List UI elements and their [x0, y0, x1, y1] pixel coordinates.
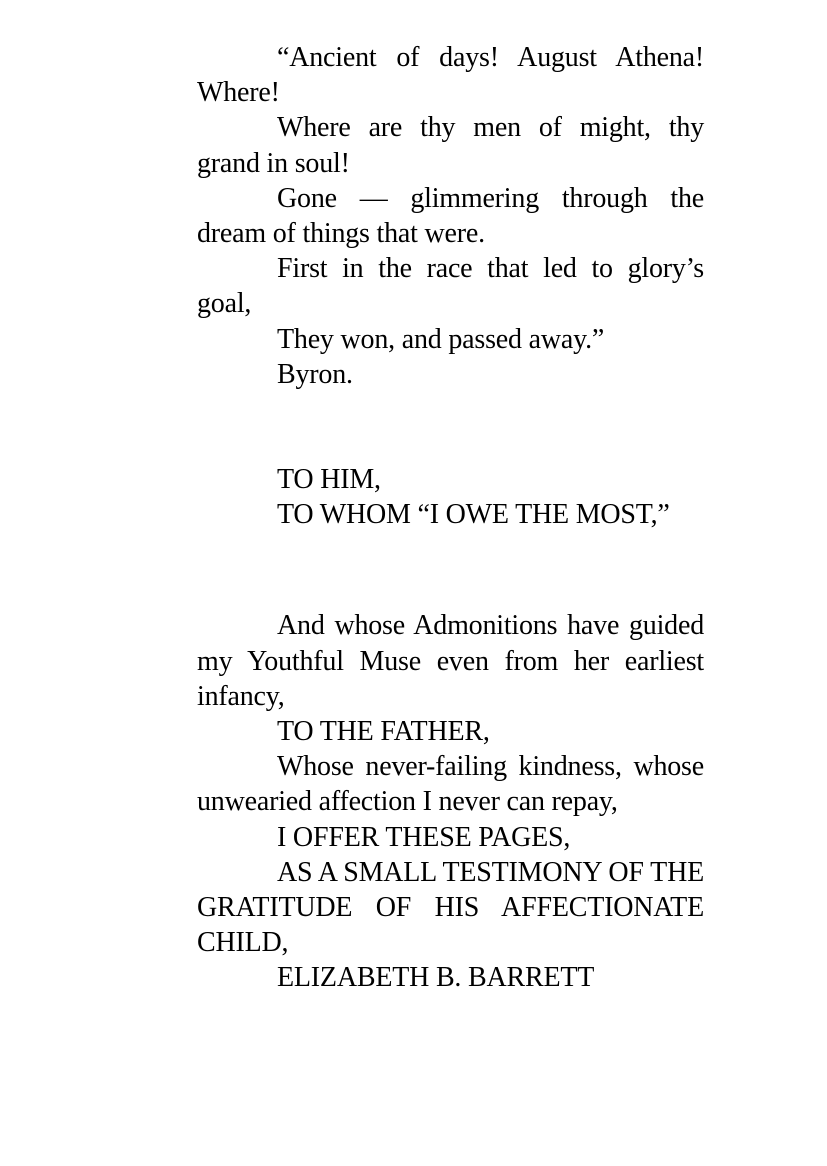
epigraph-line: They won, and passed away.” — [277, 323, 605, 355]
epigraph-line: “Ancient of days! August Athena! Where! — [197, 42, 704, 109]
dedication-heading-line: TO WHOM “I OWE THE MOST,” — [277, 499, 670, 531]
epigraph-line: Gone — glimmering through the dream of things that were. — [197, 182, 704, 250]
spacer — [197, 392, 704, 462]
dedication-paragraph: And whose Admonitions have guided my Youthful Muse even from her earliest infancy, — [197, 610, 704, 712]
epigraph-line: First in the race that led to glory’s goal, — [197, 253, 704, 320]
dedication-heading-line: TO HIM, — [277, 464, 381, 496]
dedication-paragraph: Whose never-failing kindness, whose unwearied affection I never can repay, — [197, 751, 704, 818]
signature: ELIZABETH B. BARRETT — [277, 962, 595, 994]
page-text — [197, 40, 704, 996]
epigraph — [197, 40, 704, 392]
dedication-body — [197, 608, 704, 995]
dedication-heading — [197, 462, 704, 532]
dedication-paragraph: I OFFER THESE PAGES, — [277, 821, 571, 853]
epigraph-attribution: Byron. — [277, 358, 353, 390]
dedication-paragraph: AS A SMALL TESTIMONY OF THE GRATITUDE OF HIS AFFECTIONATE CHILD, — [197, 856, 704, 959]
dedication-paragraph: TO THE FATHER, — [277, 716, 490, 748]
spacer — [197, 532, 704, 608]
epigraph-line: Where are thy men of might, thy grand in soul! — [197, 112, 704, 179]
